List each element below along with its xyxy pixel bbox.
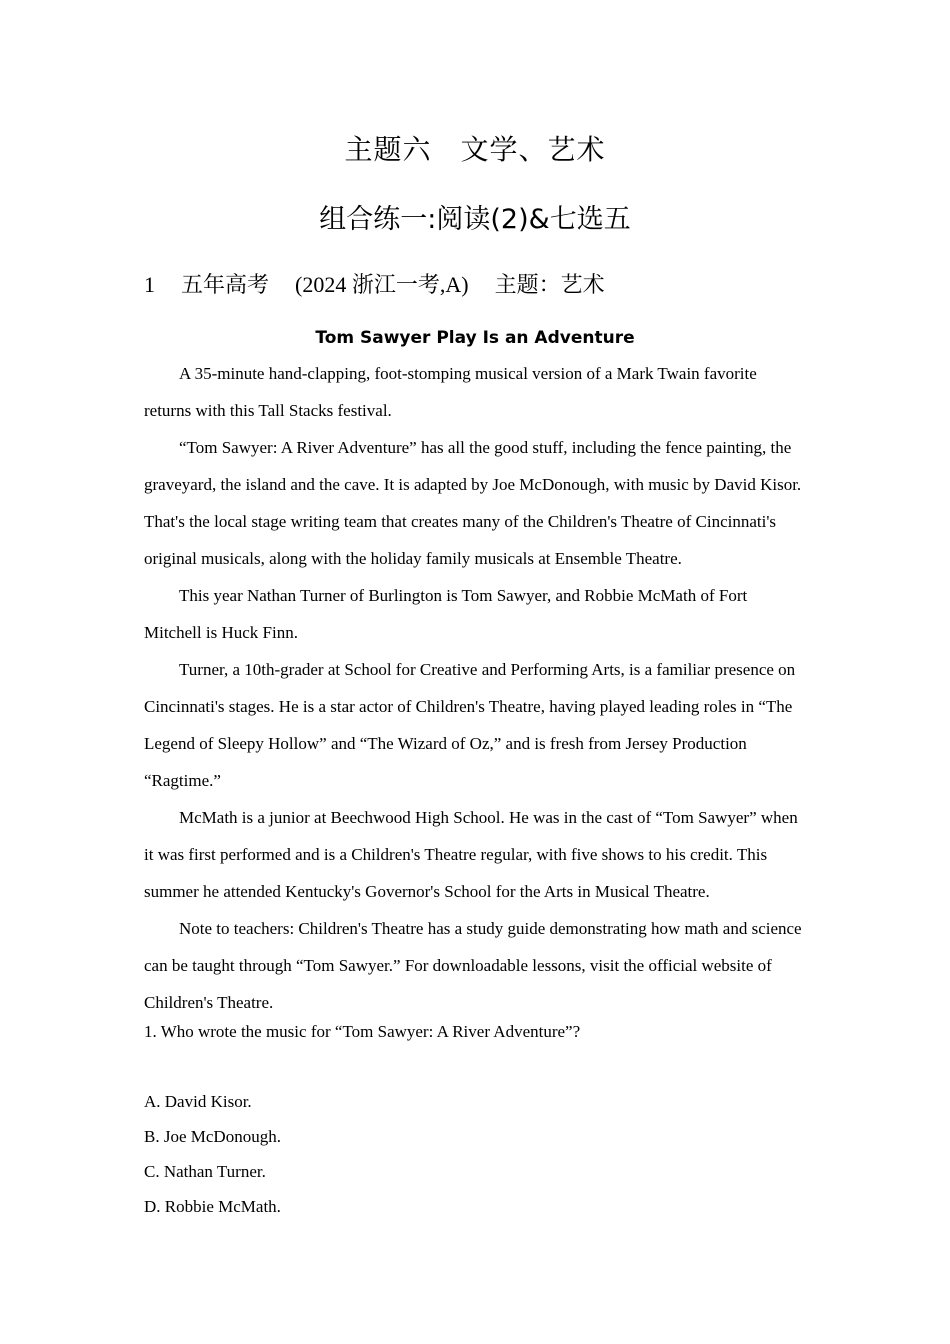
article-paragraph-6: Note to teachers: Children's Theatre has a study guide demonstrating how math and science can be taught through “Tom Sawyer.” For downloadable lessons, visit the official website of Children's Theatre. xyxy=(144,919,802,1012)
question-option-a: A. David Kisor. xyxy=(144,1092,252,1111)
article-paragraph-2: “Tom Sawyer: A River Adventure” has all the good stuff, including the fence painting, the graveyard, the island and the cave. It is adapted by Joe McDonough, with music by David Kisor. That's the local stage writing team that creates many of the Children's Theatre of Cincinnati's original musicals, along with the holiday family musicals at Ensemble Theatre. xyxy=(144,438,802,568)
article-paragraph-1: A 35-minute hand-clapping, foot-stomping musical version of a Mark Twain favorite returns with this Tall Stacks festival. xyxy=(144,364,757,420)
question-stem: 1. Who wrote the music for “Tom Sawyer: A River Adventure”? xyxy=(144,1022,581,1041)
question-option-c: C. Nathan Turner. xyxy=(144,1162,266,1181)
section-topic: 主题：艺术 xyxy=(494,273,605,298)
article-paragraph-3: This year Nathan Turner of Burlington is Tom Sawyer, and Robbie McMath of Fort Mitchell is Huck Finn. xyxy=(144,586,748,642)
section-exam-info: (2024 浙江一考,A) xyxy=(295,272,469,297)
page-title: 主题六 文学、艺术 xyxy=(344,133,606,166)
page-subtitle: 组合练一:阅读(2)&七选五 xyxy=(319,204,631,235)
section-source-label: 五年高考 xyxy=(181,273,270,298)
section-heading xyxy=(144,268,605,303)
question-option-d: D. Robbie McMath. xyxy=(144,1197,281,1216)
article-paragraph-4: Turner, a 10th-grader at School for Creative and Performing Arts, is a familiar presence on Cincinnati's stages. He is a star actor of Children's Theatre, having played leading roles in “The Legend of Sleepy Hollow” and “The Wizard of Oz,” and is fresh from Jersey Production “Ragtime.” xyxy=(144,660,796,790)
article-title: Tom Sawyer Play Is an Adventure xyxy=(315,328,635,348)
section-number: 1 xyxy=(144,272,155,297)
article-body xyxy=(144,355,806,1021)
question-option-b: B. Joe McDonough. xyxy=(144,1127,281,1146)
article-paragraph-5: McMath is a junior at Beechwood High School. He was in the cast of “Tom Sawyer” when it was first performed and is a Children's Theatre regular, with five shows to his credit. This summer he attended Kentucky's Governor's School for the Arts in Musical Theatre. xyxy=(144,808,798,901)
